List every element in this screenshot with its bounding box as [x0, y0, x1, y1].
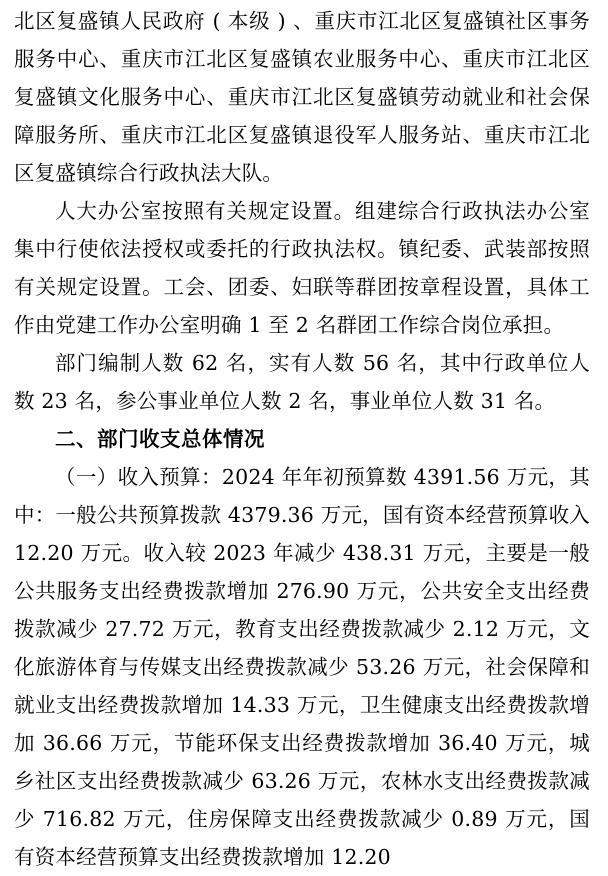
section-heading-text: 二、部门收支总体情况 — [55, 427, 265, 451]
paragraph-office-setup — [14, 192, 590, 344]
paragraph-org-list — [14, 0, 590, 192]
paragraph-text: 部门编制人数 62 名，实有人数 56 名，其中行政单位人数 23 名，参公事业单位人数 2 名，事业单位人数 31 名。 — [14, 351, 590, 413]
paragraph-text: 人大办公室按照有关规定设置。组建综合行政执法办公室集中行使依法授权或委托的行政执法权。镇纪委、武装部按照有关规定设置。工会、团委、妇联等群团按章程设置，具体工作由党建工作办公室明确 1 至 2 名群团工作综合岗位承担。 — [14, 199, 590, 337]
paragraph-revenue-budget — [14, 458, 590, 876]
paragraph-staffing — [14, 344, 590, 420]
paragraph-text: 北区复盛镇人民政府 ( 本级 ) 、重庆市江北区复盛镇社区事务服务中心、重庆市江北区复盛镇农业服务中心、重庆市江北区复盛镇文化服务中心、重庆市江北区复盛镇劳动就业和社会保障服务所、重庆市江北区复盛镇退役军人服务站、重庆市江北区复盛镇综合行政执法大队。 — [14, 9, 590, 185]
paragraph-text: （一）收入预算：2024 年年初预算数 4391.56 万元，其中：一般公共预算拨款 4379.36 万元，国有资本经营预算收入 12.20 万元。收入较 2023 年减少 438.31 万元，主要是一般公共服务支出经费拨款增加 276.90 万元，公共安全支出经费拨款减少 27.72 万元，教育支出经费拨款减少 2.12 万元，文化旅游体育与传媒支出经费拨款减少 53.26 万元，社会保障和就业支出经费拨款增加 14.33 万元，卫生健康支出经费拨款增加 36.66 万元，节能环保支出经费拨款增加 36.40 万元，城乡社区支出经费拨款减少 63.26 万元，农林水支出经费拨款减少 716.82 万元，住房保障支出经费拨款减少 0.89 万元，国有资本经营预算支出经费拨款增加 12.20 — [14, 465, 590, 869]
section-heading — [14, 420, 590, 458]
